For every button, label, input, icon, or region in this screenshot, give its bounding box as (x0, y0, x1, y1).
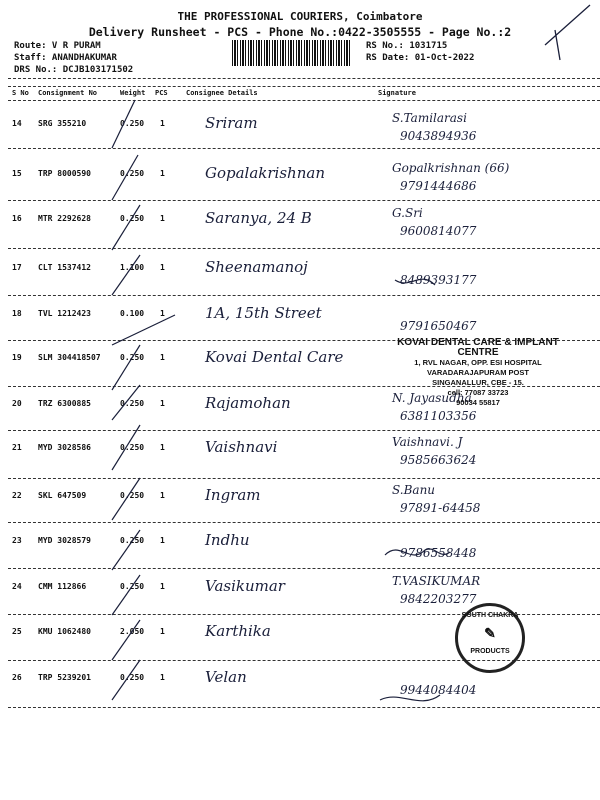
row-weight: 0.250 (120, 399, 145, 408)
column-header-sno: S No (12, 89, 29, 97)
row-sno: 16 (12, 214, 22, 223)
staff-label: Staff: ANANDHAKUMAR (14, 53, 117, 63)
row-sno: 15 (12, 169, 22, 178)
row-consignment-number: MTR 2292628 (38, 214, 91, 223)
row-sno: 22 (12, 491, 22, 500)
signature-phone: 9944084404 (400, 683, 477, 697)
row-consignment-number: MYD 3028579 (38, 536, 91, 545)
row-weight: 0.250 (120, 353, 145, 362)
signature-phone: 6381103356 (400, 409, 477, 423)
row-sno: 24 (12, 582, 22, 591)
stamp-line: 1, RVL NAGAR, OPP. ESI HOSPITAL (414, 358, 542, 367)
seal-top-text: SOUTH CHAKRA (461, 612, 519, 619)
consignee-handwriting: Rajamohan (205, 394, 291, 412)
consignee-handwriting: Sheenamanoj (205, 258, 308, 276)
row-weight: 0.250 (120, 582, 145, 591)
consignee-handwriting: Ingram (205, 486, 261, 504)
row-consignment-number: TRP 8000590 (38, 169, 91, 178)
consignee-handwriting: Saranya, 24 B (205, 209, 312, 227)
row-weight: 0.250 (120, 443, 145, 452)
row-pcs: 1 (160, 214, 165, 223)
stamp-line: VARADARAJAPURAM POST (427, 368, 529, 377)
row-weight: 2.050 (120, 627, 145, 636)
company-title: THE PROFESSIONAL COURIERS, Coimbatore (177, 10, 423, 23)
column-header-consignment: Consignment No (38, 89, 98, 97)
signature-handwriting: S.Tamilarasi (392, 111, 467, 125)
stamp-title: KOVAI DENTAL CARE & IMPLANT CENTRE (397, 337, 559, 358)
rs-date: RS Date: 01-Oct-2022 (366, 53, 475, 63)
column-header-consignee: Consignee Details (186, 89, 258, 97)
row-pcs: 1 (160, 263, 165, 272)
row-consignment-number: SLM 304418507 (38, 353, 101, 362)
consignee-handwriting: 1A, 15th Street (205, 304, 322, 322)
row-pcs: 1 (160, 169, 165, 178)
consignee-handwriting: Karthika (205, 622, 271, 640)
row-consignment-number: CLT 1537412 (38, 263, 91, 272)
row-sno: 25 (12, 627, 22, 636)
signature-phone: 8489393177 (400, 273, 477, 287)
signature-handwriting: Gopalkrishnan (66) (392, 161, 510, 175)
row-consignment-number: SKL 647509 (38, 491, 87, 500)
row-pcs: 1 (160, 119, 165, 128)
consignee-handwriting: Sriram (205, 114, 258, 132)
row-pcs: 1 (160, 399, 165, 408)
row-weight: 0.250 (120, 169, 145, 178)
seal-bottom-text: PRODUCTS (470, 648, 510, 655)
consignee-handwriting: Kovai Dental Care (205, 348, 344, 366)
seal-center-mark: ✎ (484, 625, 496, 641)
column-header-weight: Weight (120, 89, 146, 97)
row-consignment-number: MYD 3028586 (38, 443, 91, 452)
row-weight: 0.100 (120, 309, 145, 318)
row-consignment-number: TRZ 6300885 (38, 399, 91, 408)
row-sno: 14 (12, 119, 22, 128)
column-header-pcs: PCS (155, 89, 168, 97)
row-pcs: 1 (160, 309, 165, 318)
signature-phone: 9585663624 (400, 453, 477, 467)
row-weight: 0.250 (120, 673, 145, 682)
row-pcs: 1 (160, 536, 165, 545)
consignee-handwriting: Gopalakrishnan (205, 164, 325, 182)
rs-number: RS No.: 1031715 (366, 41, 448, 51)
company-seal (455, 603, 525, 673)
row-weight: 0.250 (120, 536, 145, 545)
row-weight: 0.250 (120, 214, 145, 223)
row-consignment-number: TRP 5239201 (38, 673, 91, 682)
row-weight: 0.250 (120, 491, 145, 500)
consignee-handwriting: Velan (205, 668, 247, 686)
row-weight: 0.250 (120, 119, 145, 128)
signature-phone: 9791650467 (400, 319, 477, 333)
row-pcs: 1 (160, 673, 165, 682)
row-consignment-number: SRG 355210 (38, 119, 87, 128)
signature-phone: 9600814077 (400, 224, 477, 238)
row-consignment-number: CMM 112866 (38, 582, 87, 591)
row-sno: 19 (12, 353, 22, 362)
route-label: Route: V R PURAM (14, 41, 101, 51)
row-pcs: 1 (160, 627, 165, 636)
signature-handwriting: G.Sri (392, 206, 423, 220)
signature-phone: 9043894936 (400, 129, 477, 143)
row-pcs: 1 (160, 491, 165, 500)
row-pcs: 1 (160, 353, 165, 362)
runsheet-subtitle: Delivery Runsheet - PCS - Phone No.:0422-3505555 - Page No.:2 (88, 25, 512, 39)
row-sno: 17 (12, 263, 22, 272)
row-sno: 23 (12, 536, 22, 545)
stamp-line: 90034 55817 (456, 398, 500, 407)
signature-handwriting: Vaishnavi. J (392, 435, 463, 449)
consignee-handwriting: Vaishnavi (205, 438, 278, 456)
row-sno: 21 (12, 443, 22, 452)
row-sno: 18 (12, 309, 22, 318)
consignee-handwriting: Indhu (205, 531, 250, 549)
signature-phone: 9842203277 (400, 592, 477, 606)
row-consignment-number: TVL 1212423 (38, 309, 91, 318)
dental-care-stamp (378, 338, 578, 408)
consignee-handwriting: Vasikumar (205, 577, 285, 595)
row-sno: 26 (12, 673, 22, 682)
signature-handwriting: S.Banu (392, 483, 436, 497)
drs-number: DRS No.: DCJB103171502 (14, 65, 134, 75)
row-pcs: 1 (160, 443, 165, 452)
row-consignment-number: KMU 1062480 (38, 627, 91, 636)
row-weight: 1.100 (120, 263, 145, 272)
row-pcs: 1 (160, 582, 165, 591)
signature-handwriting: T.VASIKUMAR (392, 574, 481, 588)
stamp-line: cell: 77087 33723 (447, 388, 509, 397)
stamp-line: SINGANALLUR, CBE - 15. (432, 378, 524, 387)
column-header-signature: Signature (378, 89, 416, 97)
signature-handwriting: N. Jayasudha (392, 391, 472, 405)
signature-phone: 9791444686 (400, 179, 477, 193)
signature-phone: 97891-64458 (400, 501, 481, 515)
signature-phone: 9786558448 (400, 546, 477, 560)
row-sno: 20 (12, 399, 22, 408)
